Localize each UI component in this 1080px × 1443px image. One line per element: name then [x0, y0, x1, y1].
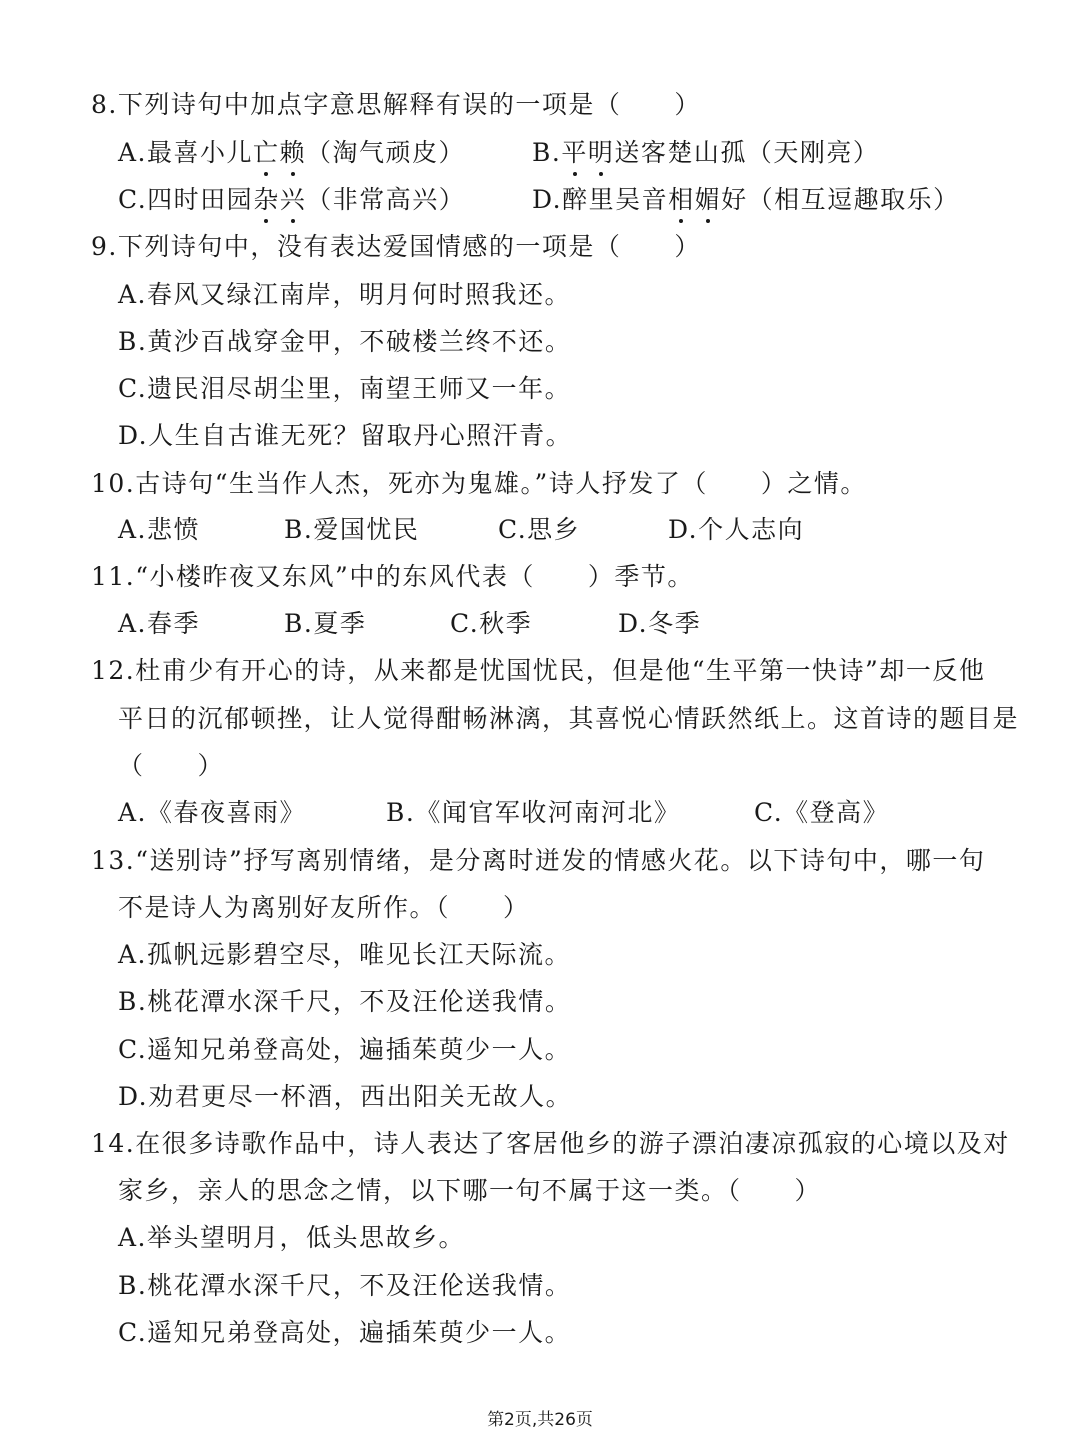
- q12-option-c: C.《登高》: [754, 798, 890, 827]
- q9-option-d: D.人生自古谁无死？留取丹心照汗青。: [118, 421, 573, 450]
- q8-option-d: D.醉里吴音相媚好（相互逗趣取乐）: [532, 183, 960, 217]
- q9-option-c: C.遗民泪尽胡尘里，南望王师又一年。: [118, 374, 572, 403]
- q14-option-c: C.遥知兄弟登高处，遍插茱萸少一人。: [118, 1318, 572, 1347]
- dotted-char: 兴: [280, 183, 307, 217]
- q13-stem-line2: 不是诗人为离别好友所作。（ ）: [118, 893, 530, 922]
- q11-option-b: B.夏季: [284, 609, 367, 638]
- q13-option-d: D.劝君更尽一杯酒，西出阳关无故人。: [118, 1082, 573, 1111]
- q11-option-d: D.冬季: [618, 609, 702, 638]
- q13-option-c: C.遥知兄弟登高处，遍插茱萸少一人。: [118, 1035, 572, 1064]
- q8-option-a: A.最喜小儿亡赖（淘气顽皮）: [118, 136, 465, 170]
- q12-stem-line2: 平日的沉郁顿挫，让人觉得酣畅淋漓，其喜悦心情跃然纸上。这首诗的题目是: [118, 704, 1020, 733]
- q14-option-b: B.桃花潭水深千尺，不及汪伦送我情。: [118, 1271, 572, 1300]
- q13-option-b: B.桃花潭水深千尺，不及汪伦送我情。: [118, 987, 572, 1016]
- q8-stem: 8.下列诗句中加点字意思解释有误的一项是（ ）: [91, 90, 701, 119]
- q10-option-a: A.悲愤: [118, 515, 201, 544]
- dotted-char: 相: [668, 183, 695, 217]
- q10-option-d: D.个人志向: [668, 515, 805, 544]
- q10-stem: 10.古诗句“生当作人杰，死亦为鬼雄。”诗人抒发了（ ）之情。: [91, 469, 867, 498]
- q9-stem: 9.下列诗句中，没有表达爱国情感的一项是（ ）: [91, 232, 701, 261]
- q11-option-a: A.春季: [118, 609, 201, 638]
- q12-option-a: A.《春夜喜雨》: [118, 798, 307, 827]
- q11-option-c: C.秋季: [450, 609, 533, 638]
- dotted-char: 赖: [280, 136, 307, 170]
- q12-stem-line1: 12.杜甫少有开心的诗，从来都是忧国忧民，但是他“生平第一快诗”却一反他: [91, 656, 986, 685]
- q8-option-c: C.四时田园杂兴（非常高兴）: [118, 183, 465, 217]
- dotted-char: 明: [588, 136, 615, 170]
- q11-stem: 11.“小楼昨夜又东风”中的东风代表（ ）季节。: [91, 562, 694, 591]
- q14-stem-line2: 家乡，亲人的思念之情，以下哪一句不属于这一类。（ ）: [118, 1176, 822, 1205]
- q13-stem-line1: 13.“送别诗”抒写离别情绪，是分离时迸发的情感火花。以下诗句中，哪一句: [91, 846, 986, 875]
- q9-option-b: B.黄沙百战穿金甲，不破楼兰终不还。: [118, 327, 572, 356]
- q13-option-a: A.孤帆远影碧空尽，唯见长江天际流。: [118, 940, 572, 969]
- q14-option-a: A.举头望明月，低头思故乡。: [118, 1223, 466, 1252]
- q10-option-b: B.爱国忧民: [284, 515, 420, 544]
- q12-option-b: B.《闻官军收河南河北》: [386, 798, 681, 827]
- dotted-char: 亡: [253, 136, 280, 170]
- dotted-char: 平: [561, 136, 588, 170]
- q10-option-c: C.思乡: [498, 515, 581, 544]
- dotted-char: 媚: [695, 183, 722, 217]
- q12-stem-line3: （ ）: [118, 751, 225, 780]
- page-number-footer: 第2页,共26页: [487, 1410, 593, 1430]
- q9-option-a: A.春风又绿江南岸，明月何时照我还。: [118, 280, 572, 309]
- q8-option-b: B.平明送客楚山孤（天刚亮）: [532, 136, 879, 170]
- dotted-char: 杂: [253, 183, 280, 217]
- q14-stem-line1: 14.在很多诗歌作品中，诗人表达了客居他乡的游子漂泊凄凉孤寂的心境以及对: [91, 1129, 1010, 1158]
